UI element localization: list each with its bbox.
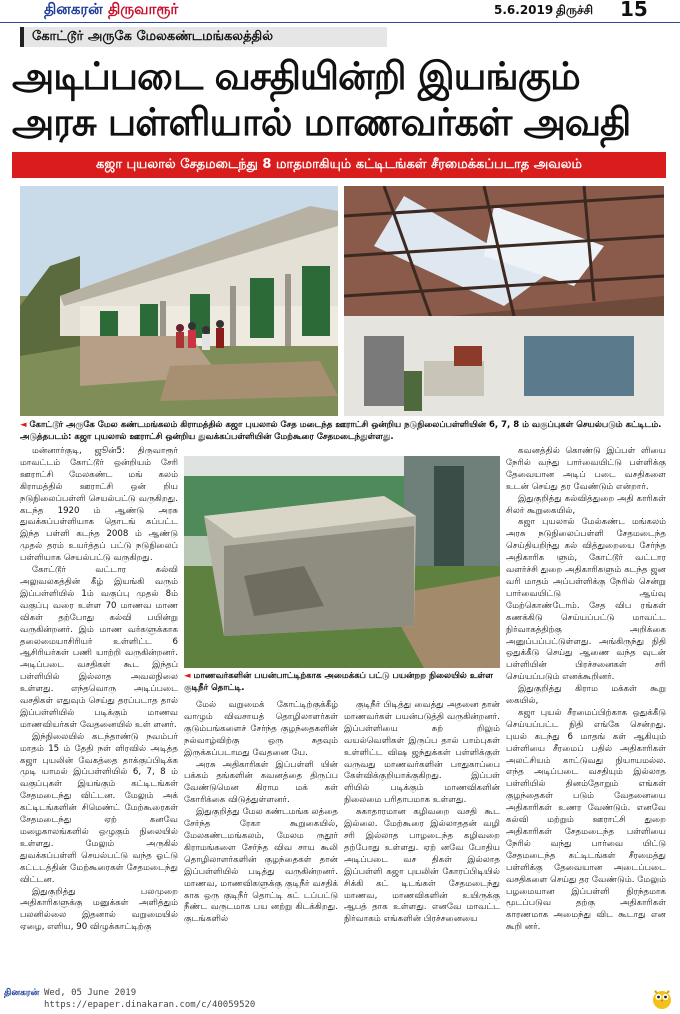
photo-damaged-roof [344,186,664,416]
paragraph: இதுகுறித்து கிராம மக்கள் கூறு கையில், [506,684,666,707]
photo-damaged-roof-art [344,186,664,416]
paragraph: மேல் வறுமைக் கோட்டிற்குக்கீழ் வாழும் விவசாயத் தொழிலாளர்கள் குடும்பங்களைச் சேர்ந்த குழந்தைகளின் நல்வாழ்விற்கு ஒரு சுதவும் இருக்கப்படாமது வேதனை யே. [184,700,338,758]
paragraph: குடிநீர் பிடித்து வைத்து அதனை தான் மாணவர்கள் பயன்படுத்தி வருகின்றனர். இப்பள்ளியை சுற் றிலும் வயல்வெளிகள் இருப்ப தால் பாம்புகள் உள்ளிட்ட விஷ ஜந்துக்கள் பள்ளிக்குள் வருவது மாணவர்களின் பாதுகாப்பை கேள்விக்குறியாக்குகிறது. இப்பள் ளியில் படிக்கும் மாணவிகளின் நிலைமை பரிதாபமாக உள்ளது. [344,700,500,806]
footer-date: Wed, 05 June 2019 [44,988,137,998]
paragraph: இதுகுறித்து பலமுறை அதிகாரிகளுக்கு மனுக்கள் அளித்தும் பலனில்லை இதனால் வறுமையில் ஏழை, எளிய, 90 விழுக்காட்டிற்கு [20,886,178,933]
photo-damaged-building-art [20,186,338,416]
photo-water-tank [184,456,500,668]
paragraph: கவனத்தில் கொண்டு இப்பள் ளியை நேரில் வந்து பார்வையிட்டு பள்ளிக்கு தேவையான அடிப் படை வசதிகளை உடன் செய்து தர வேண்டும் என்றார். [506,446,666,492]
paragraph: இதுகுறித்து மேல கண்டமங்க லத்தை சேர்ந்த ரேகா கூறுகையில், மேலகண்டமங்கலம், மேலம ருதூர் கிராமங்களை சேர்ந்த விவ சாய கூலி தொழிலாளர்களின் குழந்தைகள் தான் இப்பள்ளியில் படித்து வருகின்றனர். மாணவ, மாணவிகளுக்கு குடிநீர் வசதிக் காக ஒரு குடிநீர் தொட்டி கட் டப்பட்டு நீண்ட வருடமாக பய னற்று கிடக்கிறது. குடங்களில் [184,807,338,925]
paragraph: கஜா புயலால் மேல்கண்ட மங்கலம் அரசு நடுநிலைப்பள்ளி சேதமடைந்த செய்தியறிந்து கல் வித்துறையை சேர்ந்த அதிகாரிக ளும், கோட்டூர் வட்டார வளர்ச்சி துறை அதிகாரிகளும் கடந்த ஜன வரி மாதம் அப்பள்ளிக்கு நேரில் சென்று பார்வையிட்டு ஆய்வு மேற்கொண்டோம். சேத விப ரங்கள் கணக்கிடு செய்யப்பட்டு மாவட்ட நிர்வாகத்திற்கு அறிக்கை அனுப்பப்பட்டுள்ளது. அங்கிருந்து நிதி ஒதுக்கீடு செய்து ஆணை வந்த வுடன் பள்ளியின் பிரச்சனைகள் சரி செய்யப்படும் எனக்கூறினர். [506,517,666,683]
paragraph: சுகாதாரமான கழிவறை வசதி கூட இல்லை. மேற்கூரை இல்லாததன் வழி சரி இல்லாத பாழடைந்த கழிவறை தற்போது உள்ளது. ஏற் னவே போதிய அடிப்படை வச திகள் இல்லாத இப்பள்ளி கஜா புயலின் கோரப்பிடியில் சிக்கி கட் டிடங்கள் சேதமடைந்து மாணவ, மாணவிகளின் உயிருக்கு ஆபத் தாக உள்ளது. எனவே மாவட்ட நிர்வாகம் எங்களின் பிரச்சனையை [344,807,500,925]
owl-icon [650,986,674,1010]
caption-arrow-icon: ◄ [20,420,27,430]
footer-url[interactable]: https://epaper.dinakaran.com/c/40059520 [44,1000,256,1010]
brand-name: தினகரன் [44,0,103,18]
caption-mid-text: மாணவர்களின் பயன்பாட்டிற்காக அமைக்கப் பட்டு பயன்றற நிலையில் உள்ள குடிநீர் தொட்டி. [184,671,493,693]
paragraph: இதுகுறித்து கல்வித்துறை அதி காரிகள் சிலர் கூறுகையில், [506,493,666,516]
article-column-1 [20,446,178,982]
article-column-2b [344,700,500,982]
caption-top-photos [20,419,668,443]
paragraph: இந்நிலையில் கடந்தாண்டு நவம்பர் மாதம் 15 ம் தேதி நள் ளிரவில் அடித்த கஜா புயலின் வேகத்தை தாக்குப்பிடிக்க முடி யாமல் இப்பள்ளியில் 6, 7, 8 ம் வகுப்புகள் இயங்கும் கட்டிடங்கள் சேதமடைந்து விட்டன. மேலும் அக் கட்டிடங்களின் சிமெண்ட் மேற்கூரைகள் சேதமடைந்து ஏற் கனவே மழைகாலங்களில் ஒழுகும் நிலையில் உள்ளது. மேலும் அருகில் துவக்கப்பள்ளி செயல்பட்டு வந்த ஓட்டு கட்டடத்தின் மேற்கூரைகள் சேதமடைந்து விட்டன. [20,731,178,885]
footer-logo: தினகரன் [4,988,40,998]
caption-water-tank [184,670,500,694]
brand-edition: திருவாரூர் [107,0,179,18]
paragraph: அரசு அதிகாரிகள் இப்பள்ளி யின் பக்கம் தங்களின் கவனத்தை திருப்ப வேண்டுமென கிராம மக் கள் கோரிக்கை விடுத்துள்ளனர். [184,759,338,806]
paragraph: கஜா புயல் சீரமைப்பிற்காக ஒதுக்கீடு செய்யப்பட்ட நிதி எங்கே சென்றது. புயல் கடந்து 6 மாதங் கள் ஆகியும் பள்ளியை சீரமைப் பதில் அதிகாரிகள் அலட்சியம் காட்டுவது நியாயமல்ல. எந்த அடிப்படை வசதியும் இல்லாத பள்ளியில் தினம்தோறும் எங்கள் குழந்தைகள் படும் வேதனையை அதிகாரிகள் உணர வேண்டும். எனவே கல்வி மற்றும் ஊராட்சி துறை அதிகாரிகள் சேதமடைந்த பள்ளியை நேரில் வந்து பார்வை யிட்டு சேதமடைந்த கட்டிடங்கள் சீரமைத்து பள்ளிக்கு தேவையான அடைப்படை வசதிகளை செய்து தர வேண்டும். மேலும் பழமையான இப்பள்ளி நிரந்தமாக மூடப்படுவ தற்கு அதிகாரிகள் காரணமாக அமைந்து விட கூடாது என கூறி னர். [506,707,666,933]
article-column-2a [184,700,338,982]
caption-top-text: கோட்டூர் அருகே மேல கண்டமங்கலம் கிராமத்தில் கஜா புயலால் சேத மடைந்த ஊராட்சி ஒன்றிய நடுநிலைப்பள்ளியின் 6, 7, 8 ம் வகுப்புகள் செயல்படும் கட்டிடம். அடுத்தபடம்: கஜா புயலால் ஊராட்சி ஒன்றிய துவக்கப்பள்ளியின் மேற்கூரை சேதமடைந்துள்ளது. [20,420,662,442]
subheadline: கஜா புயலால் சேதமடைந்து 8 மாதமாகியும் கட்டிடங்கள் சீரமைக்கப்படாத அவலம் [12,152,666,178]
issue-date: 5.6.2019 [494,3,554,17]
issue-city: திருச்சி [556,3,593,17]
photo-damaged-building [20,186,338,416]
paragraph: கோட்டூர் வட்டார கல்வி அலுவலகத்தின் கீழ் இயங்கி வரும் இப்பள்ளியில் 1ம் வகுப்பு முதல் 8ம் வகுப்பு வரை உள்ள 70 மாணவ மாண விகள் தற்போது கல்வி பயின்று வருகின்றனர். இம் மாண வர்களுக்காக தலைமையாசிரியர் உள்ளிட்ட 6 ஆசிரியர்கள் பணி யாற்றி வருகின்றனர். அடிப்படை வசதிகள் கூட இந்தப் பள்ளியில் இல்லாத அவலநிலை உள்ளது. எந்தவொரு அடிப்படை வசதிகள் எதுவும் செய்து தரப்படாத தால் இப்பள்ளியில் படிக்கும் மாணவ மாணவியர்கள் வேதனையில் உள் ளனர். [20,565,178,730]
headline-line-1: அடிப்படை வசதியின்றி இயங்கும் [12,54,580,98]
article-column-3 [506,446,666,982]
kicker: கோட்டூர் அருகே மேலகண்டமங்கலத்தில் [20,27,387,47]
masthead-brand [44,0,178,20]
paragraph: மன்னார்குடி, ஜூன்5: திருவாரூர் மாவட்டம் கோட்டூர் ஒன்றியம் சேரி ஊராட்சி மேலகண்ட மங் கலம் கிராமத்தில் ஊராட்சி ஒன் றிய நடுநிலைப்பள்ளி செயல்பட்டு வருகிறது. கடந்த 1920 ம் ஆண்டு அரசு துவக்கப்பள்ளியாக தொடங் கப்பட்ட இந்த பள்ளி கடந்த 2008 ம் ஆண்டு முதல் தரம் உயர்த்தப் பட்டு நடுநிலைப் பள்ளியாக செயல்பட்டு வருகிறது. [20,446,178,564]
headline-line-2: அரசு பள்ளியால் மாணவர்கள் அவதி [12,100,631,144]
page-number: 15 [620,0,648,21]
photo-water-tank-art [184,456,500,668]
caption-arrow-icon: ◄ [184,671,191,681]
